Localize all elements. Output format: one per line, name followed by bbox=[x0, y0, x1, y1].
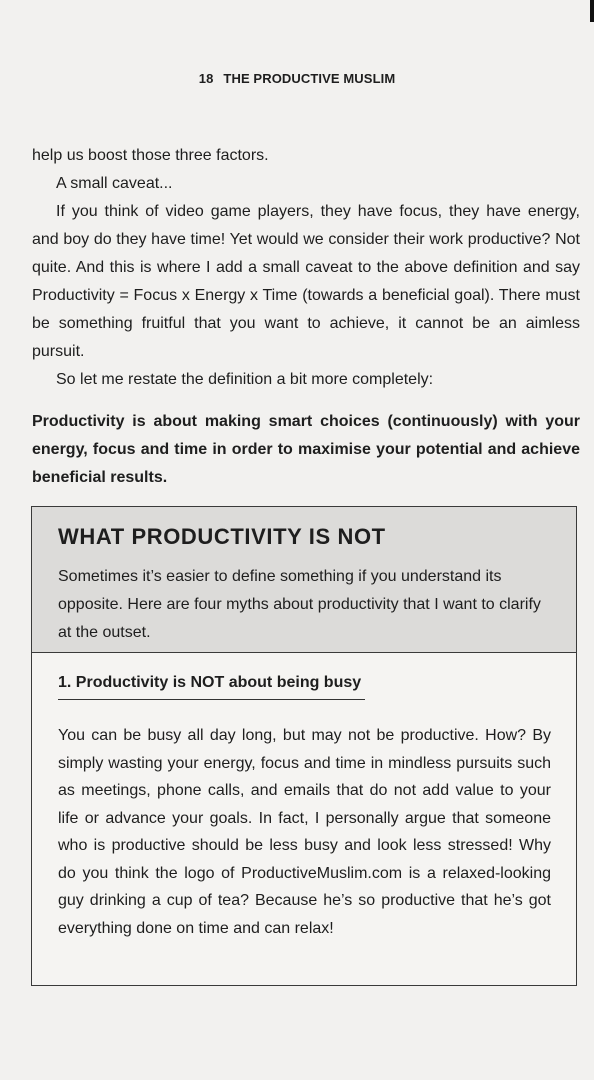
paragraph: help us boost those three factors. bbox=[32, 147, 269, 164]
paragraph: A small caveat... bbox=[56, 175, 173, 192]
myth-text: You can be busy all day long, but may not be productive. How? By simply wasting your energy, focus and time in mindless pursuits such as meetings, phone calls, and emails that do not add value to your life or advance your goals. In fact, I personally argue that someone who is productive should be less busy and look less stressed! Why do you think the logo of ProductiveMuslim.com is a relaxed-looking guy drinking a cup of tea? Because he’s so productive that he’s got everything done on time and can relax! bbox=[58, 727, 551, 937]
paragraph: If you think of video game players, they have focus, they have energy, and boy do they have time! Yet would we consider their work productive? Not quite. And this is where I add a small caveat to the above definition and say Productivity = Focus x Energy x Time (towards a beneficial goal). There must be something fruitful that you want to achieve, it cannot be an aimless pursuit. bbox=[32, 203, 580, 360]
page-edge-mark bbox=[590, 0, 594, 22]
myth-heading: 1. Productivity is NOT about being busy bbox=[58, 671, 365, 700]
box-body bbox=[32, 653, 576, 942]
body-text bbox=[32, 142, 580, 394]
paragraph: So let me restate the definition a bit more completely: bbox=[56, 371, 434, 388]
sidebar-box bbox=[31, 506, 577, 986]
box-intro: Sometimes it’s easier to define something if you understand its opposite. Here are four myths about productivity that I want to clarify at the outset. bbox=[58, 568, 541, 641]
definition-statement: Productivity is about making smart choices (continuously) with your energy, focus and time in order to maximise your potential and achieve beneficial results. bbox=[32, 413, 580, 486]
running-header bbox=[0, 71, 594, 86]
box-header bbox=[32, 507, 576, 653]
page-number: 18 bbox=[198, 71, 214, 86]
book-title: THE PRODUCTIVE MUSLIM bbox=[223, 71, 396, 86]
box-title: WHAT PRODUCTIVITY IS NOT bbox=[58, 524, 386, 549]
